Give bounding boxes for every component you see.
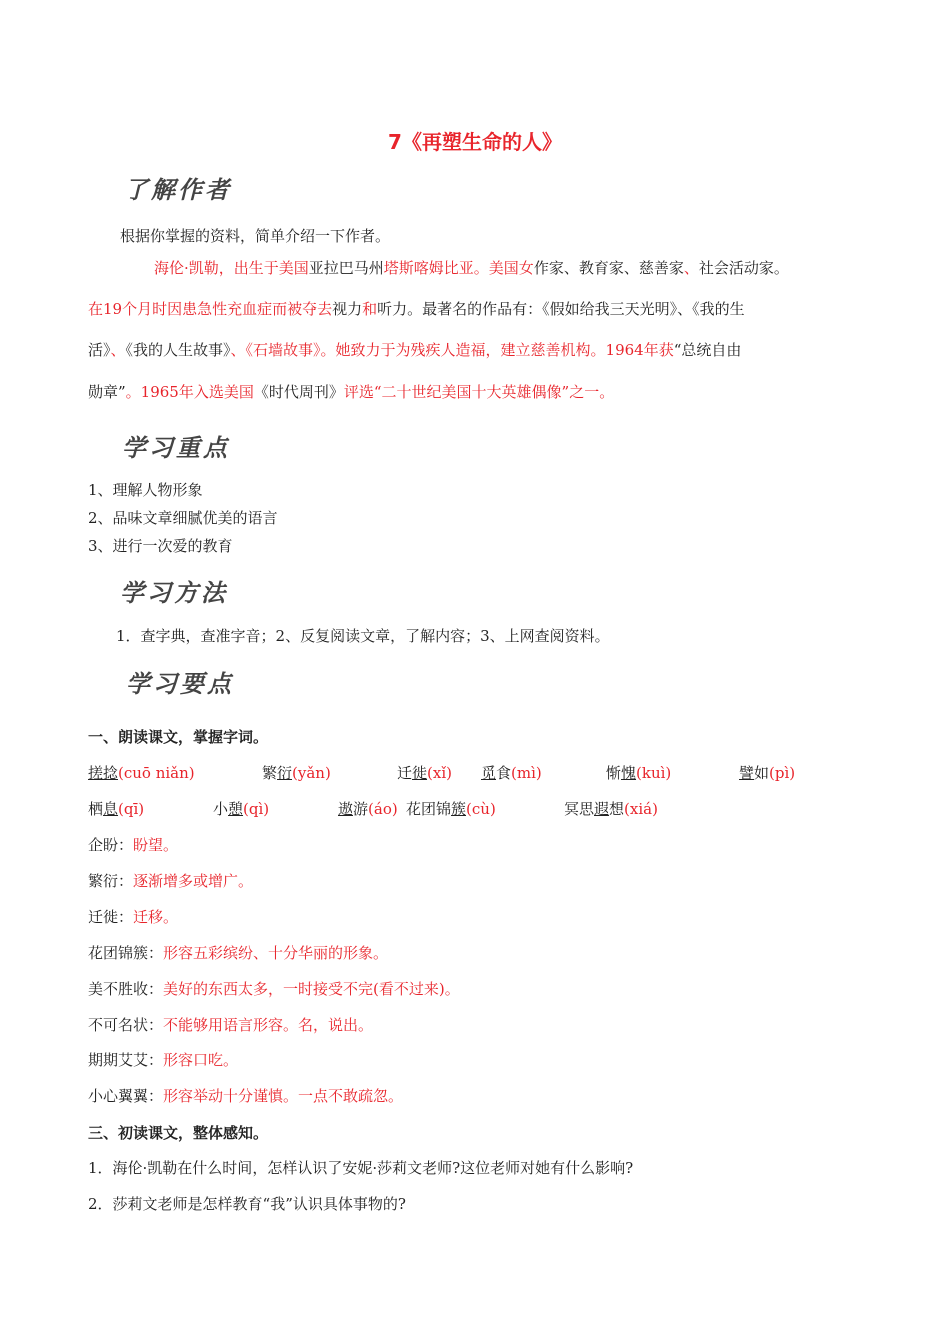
word-underlined: 息 <box>103 800 119 818</box>
seg: “总统自由 <box>673 341 742 359</box>
definition-term: 企盼： <box>88 836 134 854</box>
word-pinyin: (áo) <box>368 800 398 818</box>
part3-heading: 三、初读课文，整体感知。 <box>88 1124 269 1142</box>
definition-row <box>88 870 253 891</box>
definition-text: 形容举动十分谨慎。一点不敢疏忽。 <box>163 1087 404 1105</box>
word-suffix: 食 <box>496 764 512 782</box>
seg: 活》 <box>88 341 111 359</box>
seg: 评选“二十世纪美国十大英雄偶像”之一。 <box>343 383 615 401</box>
word-pinyin: (cù) <box>466 800 496 818</box>
method-text: 1．查字典，查准字音；2、反复阅读文章，了解内容；3、上网查阅资料。 <box>116 627 610 645</box>
question-item: 1．海伦·凯勒在什么时间，怎样认识了安妮·莎莉文老师?这位老师对她有什么影响? <box>88 1159 634 1177</box>
definition-text: 形容口吃。 <box>163 1051 239 1069</box>
definition-term: 迁徙： <box>88 908 134 926</box>
focus-item: 2、品味文章细腻优美的语言 <box>88 509 278 527</box>
seg: 在19个月时因患急性充血症而被夺去 <box>88 300 333 318</box>
definition-text: 不能够用语言形容。名，说出。 <box>163 1016 374 1034</box>
page-title: 7《再塑生命的人》 <box>388 130 562 154</box>
word-item <box>606 762 671 783</box>
definition-row <box>88 906 178 927</box>
word-item <box>406 798 496 819</box>
author-intro: 根据你掌握的资料，简单介绍一下作者。 <box>120 227 391 245</box>
seg: 、 <box>110 341 126 359</box>
question-item: 2．莎莉文老师是怎样教育“我”认识具体事物的? <box>88 1195 406 1213</box>
seg: 亚拉巴马州 <box>308 259 384 277</box>
definition-text: 逐渐增多或增广。 <box>133 872 254 890</box>
seg: 。1965年入选美国 <box>125 383 254 401</box>
word-underlined: 譬 <box>739 764 755 782</box>
definition-term: 不可名状： <box>88 1016 164 1034</box>
word-prefix: 花团锦 <box>406 800 452 818</box>
word-pinyin: (mì) <box>511 764 542 782</box>
word-prefix: 迁 <box>397 764 413 782</box>
seg: 、 <box>683 259 699 277</box>
focus-item: 3、进行一次爱的教育 <box>88 537 233 555</box>
section-heading-points: 学习要点 <box>126 669 234 698</box>
word-underlined: 簇 <box>451 800 467 818</box>
seg: 社会活动家。 <box>698 259 789 277</box>
definition-row <box>88 1085 403 1106</box>
word-pinyin: (qì) <box>243 800 270 818</box>
definition-row <box>88 834 178 855</box>
word-pinyin: (qī) <box>118 800 145 818</box>
seg: 勋章” <box>88 383 126 401</box>
author-para-line-1 <box>154 257 789 278</box>
word-item <box>481 762 542 783</box>
word-item <box>338 798 398 819</box>
definition-text: 迁移。 <box>133 908 179 926</box>
definition-text: 美好的东西太多，一时接受不完(看不过来)。 <box>163 980 460 998</box>
author-para-line-4 <box>88 381 614 402</box>
seg: 《我的人生故事》 <box>125 341 231 359</box>
definition-term: 美不胜收： <box>88 980 164 998</box>
word-item <box>739 762 795 783</box>
word-underlined: 愧 <box>621 764 637 782</box>
word-suffix: 游 <box>353 800 369 818</box>
section-heading-focus: 学习重点 <box>122 433 230 462</box>
definition-term: 小心翼翼： <box>88 1087 164 1105</box>
word-item <box>564 798 658 819</box>
word-suffix: 想 <box>609 800 625 818</box>
word-pinyin: (xiá) <box>624 800 658 818</box>
word-pinyin: (cuō niǎn) <box>118 764 195 782</box>
definition-term: 繁衍： <box>88 872 134 890</box>
word-item <box>88 762 195 783</box>
definition-term: 花团锦簇： <box>88 944 164 962</box>
word-item <box>397 762 452 783</box>
word-suffix: 如 <box>754 764 770 782</box>
word-pinyin: (yǎn) <box>292 764 331 782</box>
focus-item: 1、理解人物形象 <box>88 481 203 499</box>
part1-heading: 一、朗读课文，掌握字词。 <box>88 728 269 746</box>
seg: 、《石墙故事》。她致力于为残疾人造福，建立慈善机构。1964年获 <box>230 341 674 359</box>
author-para-line-3 <box>88 339 741 360</box>
word-prefix: 冥思 <box>564 800 595 818</box>
definition-row <box>88 1049 238 1070</box>
word-prefix: 繁 <box>262 764 278 782</box>
word-underlined: 憩 <box>228 800 244 818</box>
word-item <box>213 798 269 819</box>
word-underlined: 搓捻 <box>88 764 119 782</box>
seg: 海伦·凯勒，出生于美国 <box>154 259 309 277</box>
word-underlined: 遐 <box>594 800 610 818</box>
definition-row <box>88 942 388 963</box>
word-item <box>88 798 144 819</box>
seg: 作家、教育家、慈善家 <box>533 259 684 277</box>
word-pinyin: (kuì) <box>636 764 672 782</box>
word-item <box>262 762 331 783</box>
definition-text: 盼望。 <box>133 836 179 854</box>
definition-row <box>88 1014 373 1035</box>
definition-text: 形容五彩缤纷、十分华丽的形象。 <box>163 944 389 962</box>
section-heading-method: 学习方法 <box>120 578 228 607</box>
word-prefix: 栖 <box>88 800 104 818</box>
seg: 听力。最著名的作品有：《假如给我三天光明》、《我的生 <box>377 300 745 318</box>
definition-row <box>88 978 460 999</box>
seg: 《时代周刊》 <box>253 383 344 401</box>
word-underlined: 觅 <box>481 764 497 782</box>
seg: 塔斯喀姆比亚。美国女 <box>383 259 534 277</box>
word-underlined: 徙 <box>412 764 428 782</box>
author-para-line-2 <box>88 298 745 319</box>
seg: 视力 <box>332 300 363 318</box>
word-prefix: 小 <box>213 800 229 818</box>
word-underlined: 遨 <box>338 800 354 818</box>
word-underlined: 衍 <box>277 764 293 782</box>
seg: 和 <box>362 300 378 318</box>
section-heading-author: 了解作者 <box>124 175 232 204</box>
word-prefix: 惭 <box>606 764 622 782</box>
word-pinyin: (xǐ) <box>427 764 452 782</box>
definition-term: 期期艾艾： <box>88 1051 164 1069</box>
word-pinyin: (pì) <box>769 764 796 782</box>
